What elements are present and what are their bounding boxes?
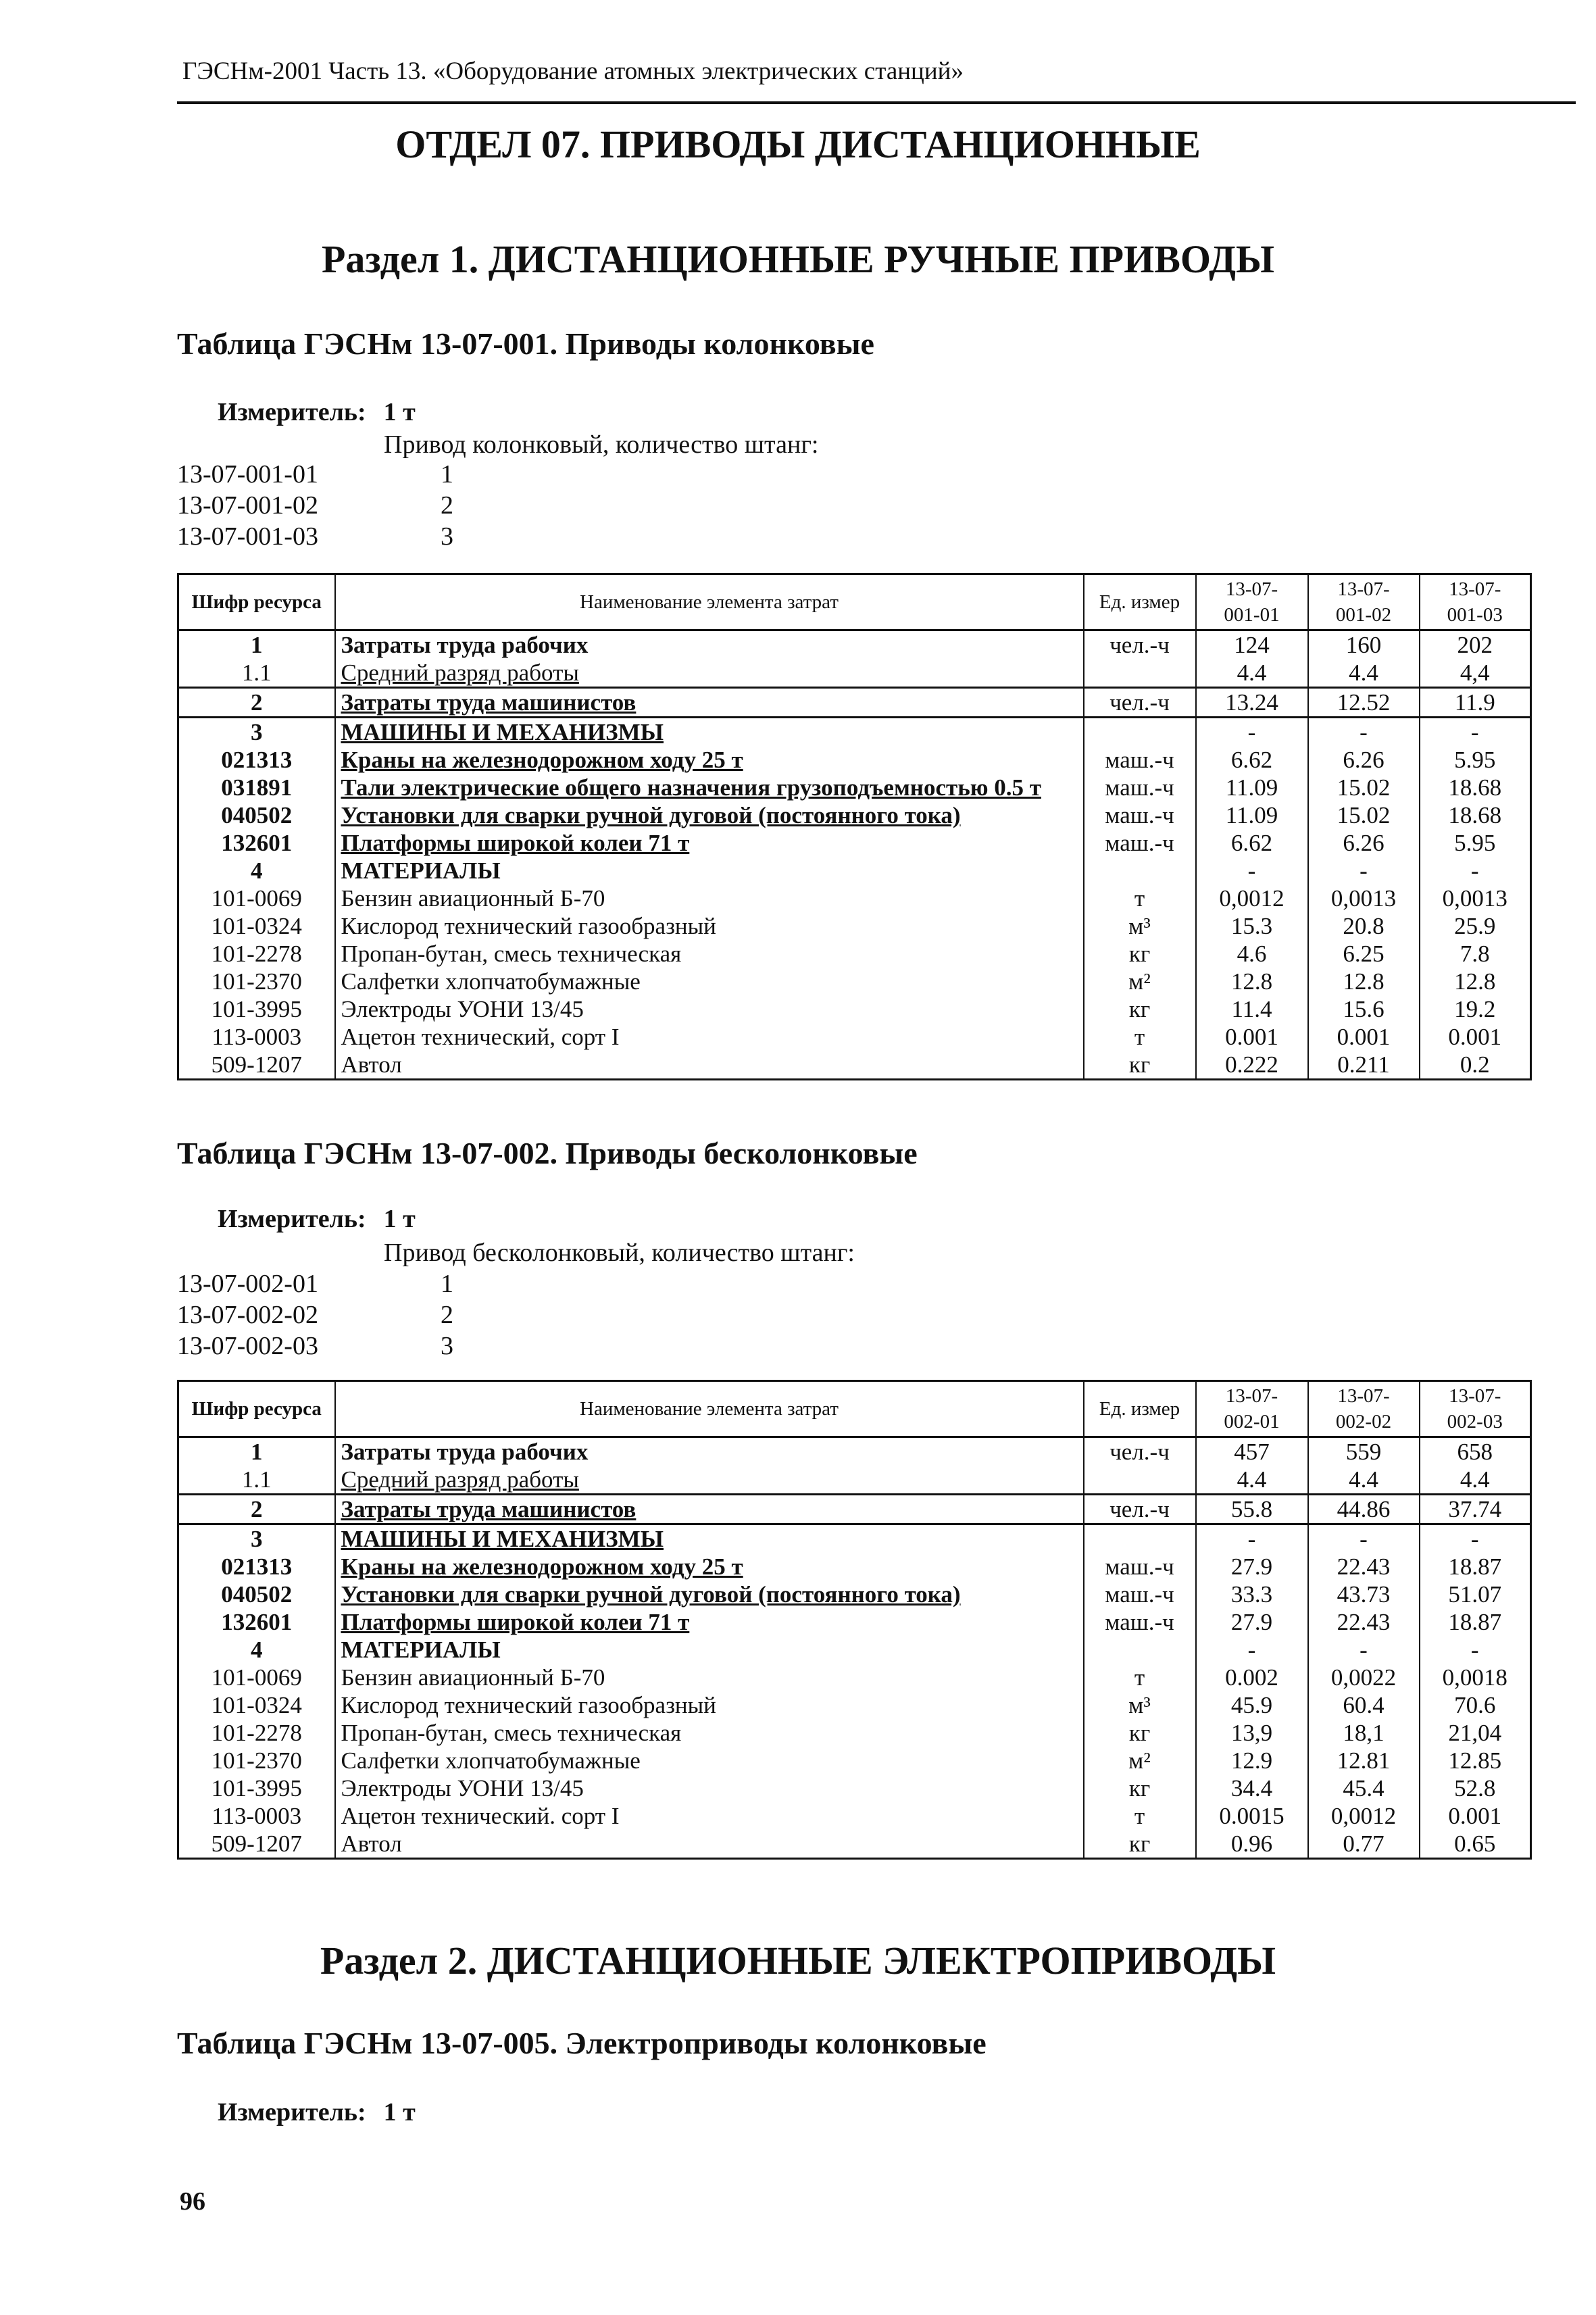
table-001-privod-caption: Привод колонковый, количество штанг:	[384, 430, 819, 459]
resource-name: Установки для сварки ручной дуговой (постоянного тока)	[335, 1580, 1084, 1608]
value-variant-3: 21,04	[1420, 1719, 1531, 1747]
resource-name: Салфетки хлопчатобумажные	[335, 1747, 1084, 1774]
razdel-1-title: Раздел 1. ДИСТАНЦИОННЫЕ РУЧНЫЕ ПРИВОДЫ	[321, 237, 1274, 281]
resource-name: Средний разряд работы	[335, 1466, 1084, 1495]
value-variant-2: 559	[1308, 1437, 1420, 1466]
resource-unit	[1084, 659, 1196, 688]
resource-unit: кг	[1084, 1051, 1196, 1080]
value-variant-2: 18,1	[1308, 1719, 1420, 1747]
resource-unit: кг	[1084, 940, 1196, 968]
table-row	[178, 774, 1531, 801]
value-variant-2: 22.43	[1308, 1608, 1420, 1636]
value-variant-1: 11.09	[1196, 774, 1308, 801]
resource-code: 101-2278	[178, 1719, 335, 1747]
value-variant-2: 6.26	[1308, 829, 1420, 857]
value-variant-3: 5.95	[1420, 829, 1531, 857]
value-variant-1: 0.222	[1196, 1051, 1308, 1080]
table-001-measurer	[218, 397, 416, 427]
table-row	[178, 1437, 1531, 1466]
table-row	[178, 659, 1531, 688]
value-variant-2: 43.73	[1308, 1580, 1420, 1608]
table-002-privod-caption: Привод бесколонковый, количество штанг:	[384, 1239, 855, 1267]
value-variant-3: 12.8	[1420, 968, 1531, 995]
value-variant-3: 5.95	[1420, 746, 1531, 774]
norm-table-002	[177, 1380, 1532, 1860]
value-variant-3: 25.9	[1420, 912, 1531, 940]
resource-code: 101-0069	[178, 885, 335, 912]
variant-code: 13-07-002-02	[177, 1301, 318, 1329]
col-header-variant-2: 13-07- 002-02	[1308, 1381, 1420, 1437]
table-row	[178, 940, 1531, 968]
value-variant-1: 457	[1196, 1437, 1308, 1466]
variant-code: 13-07-001-03	[177, 522, 318, 551]
resource-code: 101-2370	[178, 1747, 335, 1774]
table-row	[178, 1553, 1531, 1580]
resource-code: 3	[178, 718, 335, 747]
resource-code: 1	[178, 1437, 335, 1466]
resource-name: Салфетки хлопчатобумажные	[335, 968, 1084, 995]
resource-unit: т	[1084, 1664, 1196, 1691]
measurer-label: Измеритель:	[218, 1205, 366, 1233]
value-variant-2: -	[1308, 718, 1420, 747]
resource-unit	[1084, 718, 1196, 747]
resource-unit: чел.-ч	[1084, 630, 1196, 659]
value-variant-3: -	[1420, 857, 1531, 885]
resource-code: 031891	[178, 774, 335, 801]
resource-unit: м²	[1084, 968, 1196, 995]
value-variant-3: 0.001	[1420, 1802, 1531, 1830]
value-variant-3: 658	[1420, 1437, 1531, 1466]
variant-row	[177, 459, 453, 489]
value-variant-1: -	[1196, 718, 1308, 747]
value-variant-1: 6.62	[1196, 746, 1308, 774]
table-row	[178, 1830, 1531, 1859]
resource-unit: т	[1084, 1023, 1196, 1051]
table-row	[178, 1747, 1531, 1774]
table-row	[178, 829, 1531, 857]
value-variant-1: 0.0015	[1196, 1802, 1308, 1830]
value-variant-2: -	[1308, 1524, 1420, 1553]
resource-name: Средний разряд работы	[335, 659, 1084, 688]
resource-name: Краны на железнодорожном ходу 25 т	[335, 746, 1084, 774]
resource-code: 1.1	[178, 659, 335, 688]
table-row	[178, 1664, 1531, 1691]
variant-count: 2	[441, 491, 453, 520]
table-row	[178, 885, 1531, 912]
resource-unit: маш.-ч	[1084, 774, 1196, 801]
value-variant-3: -	[1420, 1636, 1531, 1664]
resource-name: Автол	[335, 1830, 1084, 1859]
value-variant-2: 45.4	[1308, 1774, 1420, 1802]
resource-name: Бензин авиационный Б-70	[335, 1664, 1084, 1691]
value-variant-1: 27.9	[1196, 1608, 1308, 1636]
resource-name: Платформы широкой колеи 71 т	[335, 829, 1084, 857]
value-variant-3: 0.65	[1420, 1830, 1531, 1859]
table-row	[178, 1802, 1531, 1830]
col-header-variant-2: 13-07- 001-02	[1308, 574, 1420, 630]
value-variant-2: 0,0013	[1308, 885, 1420, 912]
table-row	[178, 1636, 1531, 1664]
variant-count: 1	[441, 460, 453, 489]
resource-code: 101-0324	[178, 912, 335, 940]
table-row	[178, 801, 1531, 829]
resource-code: 509-1207	[178, 1051, 335, 1080]
variant-row	[177, 1269, 453, 1299]
variant-code: 13-07-001-01	[177, 460, 318, 489]
value-variant-3: 0,0013	[1420, 885, 1531, 912]
table-row	[178, 1719, 1531, 1747]
measurer-label: Измеритель:	[218, 2098, 366, 2126]
resource-unit: м²	[1084, 1747, 1196, 1774]
value-variant-2: 0,0022	[1308, 1664, 1420, 1691]
resource-name: Ацетон технический. сорт I	[335, 1802, 1084, 1830]
resource-name: Электроды УОНИ 13/45	[335, 995, 1084, 1023]
resource-code: 1.1	[178, 1466, 335, 1495]
resource-name: Кислород технический газообразный	[335, 912, 1084, 940]
table-row	[178, 630, 1531, 659]
value-variant-3: 12.85	[1420, 1747, 1531, 1774]
resource-name: Затраты труда машинистов	[335, 1495, 1084, 1524]
value-variant-3: 202	[1420, 630, 1531, 659]
value-variant-1: 4.4	[1196, 659, 1308, 688]
table-header-row	[178, 1381, 1531, 1437]
table-row	[178, 1691, 1531, 1719]
table-row	[178, 746, 1531, 774]
value-variant-2: 22.43	[1308, 1553, 1420, 1580]
col-header-variant-3: 13-07- 002-03	[1420, 1381, 1531, 1437]
value-variant-1: 12.9	[1196, 1747, 1308, 1774]
measurer-value: 1 т	[383, 398, 416, 426]
value-variant-2: 160	[1308, 630, 1420, 659]
resource-unit: т	[1084, 885, 1196, 912]
value-variant-3: 70.6	[1420, 1691, 1531, 1719]
value-variant-2: 15.6	[1308, 995, 1420, 1023]
variant-count: 1	[441, 1270, 453, 1298]
table-005-measurer	[218, 2097, 416, 2127]
value-variant-3: 0,0018	[1420, 1664, 1531, 1691]
resource-unit: маш.-ч	[1084, 1608, 1196, 1636]
resource-unit	[1084, 1524, 1196, 1553]
resource-name: МАШИНЫ И МЕХАНИЗМЫ	[335, 718, 1084, 747]
resource-code: 021313	[178, 746, 335, 774]
value-variant-2: 6.26	[1308, 746, 1420, 774]
table-001-title: Таблица ГЭСНм 13-07-001. Приводы колонковые	[177, 326, 874, 361]
resource-code: 509-1207	[178, 1830, 335, 1859]
table-row	[178, 968, 1531, 995]
variant-count: 3	[441, 1332, 453, 1360]
resource-name: Тали электрические общего назначения грузоподъемностью 0.5 т	[335, 774, 1084, 801]
resource-unit: т	[1084, 1802, 1196, 1830]
col-header-variant-1: 13-07- 002-01	[1196, 1381, 1308, 1437]
resource-code: 113-0003	[178, 1023, 335, 1051]
header-rule	[177, 101, 1576, 104]
resource-code: 2	[178, 688, 335, 718]
table-row	[178, 912, 1531, 940]
resource-code: 101-0324	[178, 1691, 335, 1719]
value-variant-3: 18.87	[1420, 1608, 1531, 1636]
resource-name: Электроды УОНИ 13/45	[335, 1774, 1084, 1802]
value-variant-2: -	[1308, 857, 1420, 885]
table-002-title: Таблица ГЭСНм 13-07-002. Приводы бесколонковые	[177, 1136, 918, 1170]
resource-name: Затраты труда рабочих	[335, 630, 1084, 659]
resource-unit	[1084, 1636, 1196, 1664]
page-number: 96	[180, 2187, 205, 2216]
value-variant-1: 13.24	[1196, 688, 1308, 718]
variant-row	[177, 1300, 453, 1330]
value-variant-3: -	[1420, 718, 1531, 747]
resource-unit: м³	[1084, 1691, 1196, 1719]
resource-name: Кислород технический газообразный	[335, 1691, 1084, 1719]
resource-name: Автол	[335, 1051, 1084, 1080]
resource-unit: маш.-ч	[1084, 1580, 1196, 1608]
value-variant-1: 0,0012	[1196, 885, 1308, 912]
variant-code: 13-07-002-01	[177, 1270, 318, 1298]
value-variant-2: 0,0012	[1308, 1802, 1420, 1830]
resource-code: 101-2278	[178, 940, 335, 968]
table-header-row	[178, 574, 1531, 630]
value-variant-2: 12.81	[1308, 1747, 1420, 1774]
value-variant-2: 12.52	[1308, 688, 1420, 718]
table-row	[178, 1608, 1531, 1636]
resource-name: Бензин авиационный Б-70	[335, 885, 1084, 912]
resource-code: 040502	[178, 1580, 335, 1608]
value-variant-3: 4,4	[1420, 659, 1531, 688]
value-variant-1: 34.4	[1196, 1774, 1308, 1802]
measurer-value: 1 т	[383, 1205, 416, 1233]
variant-row	[177, 491, 453, 520]
running-header: ГЭСНм-2001 Часть 13. «Оборудование атомных электрических станций»	[182, 57, 964, 85]
resource-code: 021313	[178, 1553, 335, 1580]
resource-code: 101-3995	[178, 995, 335, 1023]
value-variant-2: 0.77	[1308, 1830, 1420, 1859]
table-row	[178, 1580, 1531, 1608]
table-row	[178, 995, 1531, 1023]
resource-name: МАТЕРИАЛЫ	[335, 857, 1084, 885]
variant-row	[177, 1331, 453, 1361]
resource-code: 101-2370	[178, 968, 335, 995]
resource-unit: кг	[1084, 1719, 1196, 1747]
col-header-variant-1: 13-07- 001-01	[1196, 574, 1308, 630]
value-variant-1: 0.002	[1196, 1664, 1308, 1691]
col-header-unit: Ед. измер	[1084, 574, 1196, 630]
value-variant-1: 11.09	[1196, 801, 1308, 829]
col-header-variant-3: 13-07- 001-03	[1420, 574, 1531, 630]
variant-row	[177, 522, 453, 551]
resource-name: Затраты труда машинистов	[335, 688, 1084, 718]
value-variant-1: -	[1196, 1524, 1308, 1553]
value-variant-2: 12.8	[1308, 968, 1420, 995]
resource-name: МАТЕРИАЛЫ	[335, 1636, 1084, 1664]
col-header-unit: Ед. измер	[1084, 1381, 1196, 1437]
resource-code: 1	[178, 630, 335, 659]
value-variant-2: 15.02	[1308, 801, 1420, 829]
variant-count: 2	[441, 1301, 453, 1329]
variant-code: 13-07-002-03	[177, 1332, 318, 1360]
resource-unit: чел.-ч	[1084, 1437, 1196, 1466]
value-variant-2: 60.4	[1308, 1691, 1420, 1719]
value-variant-3: 52.8	[1420, 1774, 1531, 1802]
value-variant-1: 4.4	[1196, 1466, 1308, 1495]
value-variant-1: 11.4	[1196, 995, 1308, 1023]
resource-name: Затраты труда рабочих	[335, 1437, 1084, 1466]
value-variant-3: 0.2	[1420, 1051, 1531, 1080]
value-variant-2: 4.4	[1308, 1466, 1420, 1495]
value-variant-3: 37.74	[1420, 1495, 1531, 1524]
table-row	[178, 857, 1531, 885]
resource-code: 4	[178, 1636, 335, 1664]
value-variant-3: 18.68	[1420, 801, 1531, 829]
value-variant-1: 6.62	[1196, 829, 1308, 857]
value-variant-2: 20.8	[1308, 912, 1420, 940]
value-variant-1: 33.3	[1196, 1580, 1308, 1608]
value-variant-3: 51.07	[1420, 1580, 1531, 1608]
value-variant-2: 44.86	[1308, 1495, 1420, 1524]
table-row	[178, 718, 1531, 747]
resource-name: Установки для сварки ручной дуговой (постоянного тока)	[335, 801, 1084, 829]
resource-code: 101-3995	[178, 1774, 335, 1802]
resource-name: Платформы широкой колеи 71 т	[335, 1608, 1084, 1636]
value-variant-3: 18.87	[1420, 1553, 1531, 1580]
resource-code: 4	[178, 857, 335, 885]
resource-name: Пропан-бутан, смесь техническая	[335, 1719, 1084, 1747]
resource-name: Пропан-бутан, смесь техническая	[335, 940, 1084, 968]
measurer-value: 1 т	[383, 2098, 416, 2126]
resource-unit: кг	[1084, 1774, 1196, 1802]
table-row	[178, 1023, 1531, 1051]
value-variant-3: 18.68	[1420, 774, 1531, 801]
resource-unit	[1084, 1466, 1196, 1495]
table-002-measurer	[218, 1204, 416, 1234]
resource-name: Ацетон технический, сорт I	[335, 1023, 1084, 1051]
value-variant-1: 12.8	[1196, 968, 1308, 995]
value-variant-1: -	[1196, 857, 1308, 885]
resource-unit: маш.-ч	[1084, 801, 1196, 829]
resource-code: 132601	[178, 1608, 335, 1636]
value-variant-2: 0.001	[1308, 1023, 1420, 1051]
resource-unit: чел.-ч	[1084, 688, 1196, 718]
resource-unit: кг	[1084, 995, 1196, 1023]
value-variant-1: 124	[1196, 630, 1308, 659]
table-row	[178, 1495, 1531, 1524]
col-header-name: Наименование элемента затрат	[335, 1381, 1084, 1437]
value-variant-3: 19.2	[1420, 995, 1531, 1023]
resource-name: МАШИНЫ И МЕХАНИЗМЫ	[335, 1524, 1084, 1553]
resource-unit: кг	[1084, 1830, 1196, 1859]
resource-unit: маш.-ч	[1084, 1553, 1196, 1580]
value-variant-3: -	[1420, 1524, 1531, 1553]
resource-unit: маш.-ч	[1084, 829, 1196, 857]
measurer-label: Измеритель:	[218, 398, 366, 426]
razdel-2-title: Раздел 2. ДИСТАНЦИОННЫЕ ЭЛЕКТРОПРИВОДЫ	[320, 1939, 1276, 1983]
col-header-shifr: Шифр ресурса	[178, 574, 335, 630]
col-header-name: Наименование элемента затрат	[335, 574, 1084, 630]
resource-code: 040502	[178, 801, 335, 829]
resource-unit: м³	[1084, 912, 1196, 940]
value-variant-3: 11.9	[1420, 688, 1531, 718]
value-variant-2: 15.02	[1308, 774, 1420, 801]
value-variant-2: -	[1308, 1636, 1420, 1664]
resource-unit	[1084, 857, 1196, 885]
value-variant-1: 15.3	[1196, 912, 1308, 940]
resource-code: 132601	[178, 829, 335, 857]
value-variant-1: 0.001	[1196, 1023, 1308, 1051]
value-variant-2: 4.4	[1308, 659, 1420, 688]
value-variant-3: 7.8	[1420, 940, 1531, 968]
value-variant-1: 55.8	[1196, 1495, 1308, 1524]
variant-code: 13-07-001-02	[177, 491, 318, 520]
value-variant-2: 6.25	[1308, 940, 1420, 968]
resource-name: Краны на железнодорожном ходу 25 т	[335, 1553, 1084, 1580]
resource-code: 113-0003	[178, 1802, 335, 1830]
resource-code: 2	[178, 1495, 335, 1524]
resource-code: 3	[178, 1524, 335, 1553]
value-variant-2: 0.211	[1308, 1051, 1420, 1080]
table-005-title: Таблица ГЭСНм 13-07-005. Электроприводы колонковые	[177, 2026, 987, 2060]
otdel-title: ОТДЕЛ 07. ПРИВОДЫ ДИСТАНЦИОННЫЕ	[395, 122, 1201, 166]
table-row	[178, 1051, 1531, 1080]
resource-code: 101-0069	[178, 1664, 335, 1691]
resource-unit: маш.-ч	[1084, 746, 1196, 774]
table-row	[178, 1774, 1531, 1802]
col-header-shifr: Шифр ресурса	[178, 1381, 335, 1437]
table-row	[178, 1524, 1531, 1553]
value-variant-1: -	[1196, 1636, 1308, 1664]
value-variant-3: 0.001	[1420, 1023, 1531, 1051]
value-variant-3: 4.4	[1420, 1466, 1531, 1495]
resource-unit: чел.-ч	[1084, 1495, 1196, 1524]
value-variant-1: 0.96	[1196, 1830, 1308, 1859]
value-variant-1: 45.9	[1196, 1691, 1308, 1719]
table-row	[178, 1466, 1531, 1495]
variant-count: 3	[441, 522, 453, 551]
table-row	[178, 688, 1531, 718]
norm-table-001	[177, 573, 1532, 1080]
value-variant-1: 4.6	[1196, 940, 1308, 968]
value-variant-1: 27.9	[1196, 1553, 1308, 1580]
value-variant-1: 13,9	[1196, 1719, 1308, 1747]
